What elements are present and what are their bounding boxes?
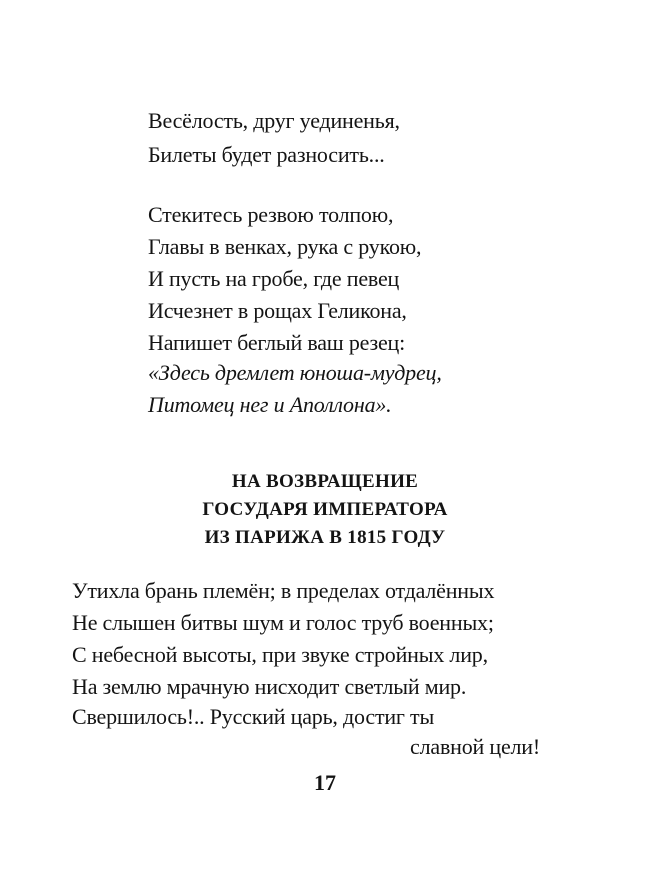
verse-line: Утихла брань племён; в пределах отдалённых <box>72 578 495 603</box>
verse-line: Свершилось!.. Русский царь, достиг ты <box>72 704 435 729</box>
verse-line: На землю мрачную нисходит светлый мир. <box>72 674 467 699</box>
epitaph-line: «Здесь дремлет юноша-мудрец, <box>148 360 442 385</box>
epitaph-line: Питомец нег и Аполлона». <box>148 392 392 417</box>
poem-title-line: ИЗ ПАРИЖА В 1815 ГОДУ <box>204 527 446 548</box>
verse-line: Исчезнет в рощах Геликона, <box>148 298 407 323</box>
poem-title-line: НА ВОЗВРАЩЕНИЕ <box>231 471 419 492</box>
verse-line: Напишет беглый ваш резец: <box>148 330 406 355</box>
verse-line: Не слышен битвы шум и голос труб военных; <box>72 610 494 635</box>
verse-line: Главы в венках, рука с рукою, <box>148 234 422 259</box>
page-number: 17 <box>314 770 336 795</box>
verse-line-continuation: славной цели! <box>410 734 540 759</box>
verse-line: Весёлость, друг уединенья, <box>148 108 400 133</box>
poem-title-line: ГОСУДАРЯ ИМПЕРАТОРА <box>202 499 448 520</box>
verse-line: Билеты будет разносить... <box>148 142 385 167</box>
verse-line: Стекитесь резвою толпою, <box>148 202 394 227</box>
verse-line: И пусть на гробе, где певец <box>148 266 400 291</box>
verse-line: С небесной высоты, при звуке стройных лир, <box>72 642 488 667</box>
poem-title <box>0 468 650 552</box>
